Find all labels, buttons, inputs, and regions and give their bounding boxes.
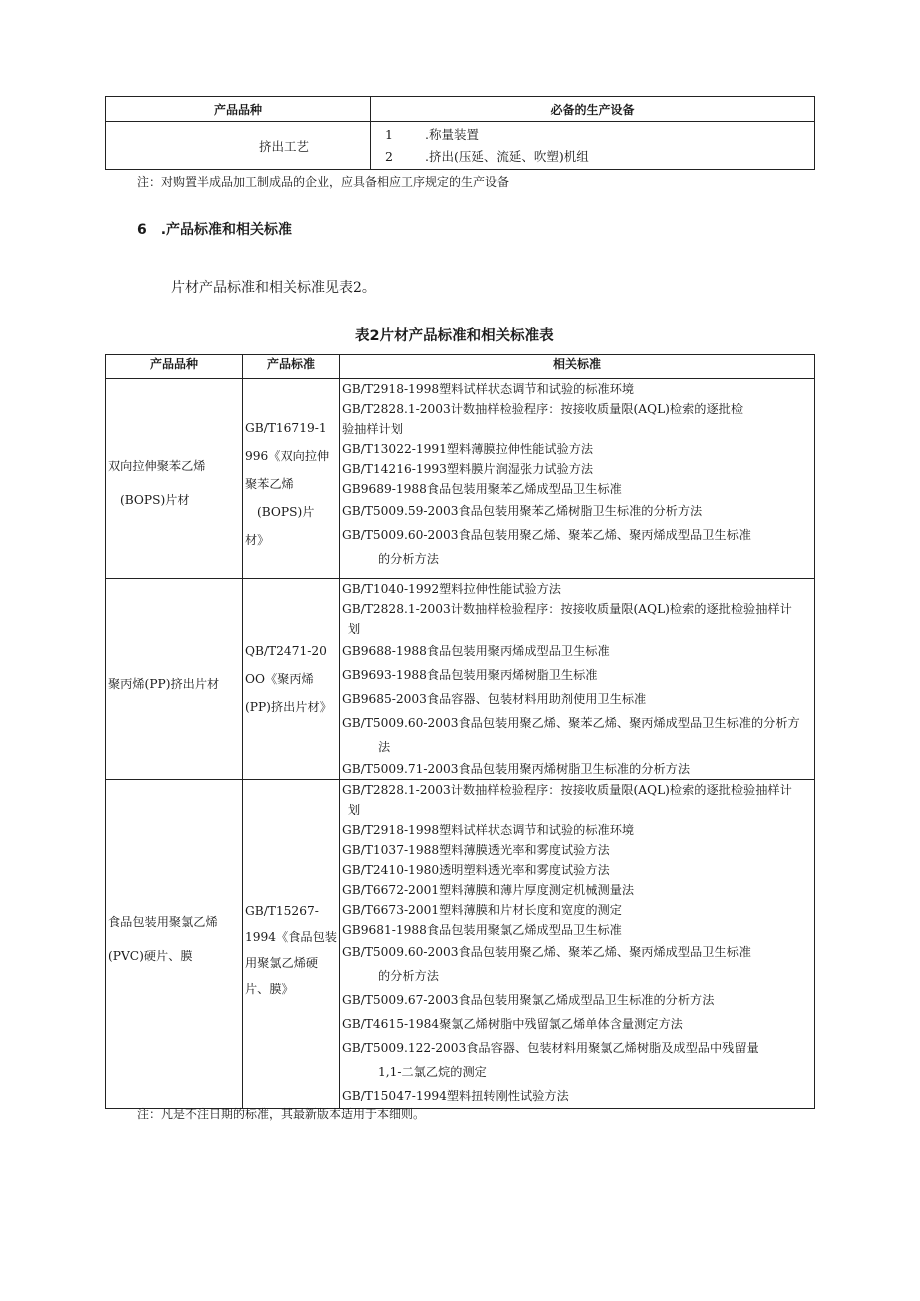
related-standards-cell: GB/T2918-1998塑料试样状态调节和试验的标准环境 GB/T2828.1-2003计数抽样检验程序：按接收质量限(AQL)检索的逐批检 验抽样计划 GB/T13022-1991塑料薄膜拉伸性能试验方法 GB/T14216-1993塑料膜片润湿张力试验方法 GB9689-1988食品包装用聚苯乙烯成型品卫生标准 GB/T5009.59-2003食品包装用聚苯乙烯树脂卫生标准的分析方法 GB/T5009.60-2003食品包装用聚乙烯、聚苯乙烯、聚丙烯成型品卫生标准 的分析方法 xyxy=(340,379,815,579)
equipment-item: 2 .挤出(压延、流延、吹塑)机组 xyxy=(385,148,589,164)
table1-note: 注：对购置半成品加工制成品的企业，应具备相应工序规定的生产设备 xyxy=(137,175,510,189)
equipment-item: 1 .称量装置 xyxy=(385,126,479,142)
table-row xyxy=(106,379,815,579)
table-row xyxy=(106,780,815,1109)
equipment-cell xyxy=(371,122,815,170)
header-product-variety: 产品品种 xyxy=(106,355,243,379)
product-standard-cell: QB/T2471-20 OO《聚丙烯 (PP)挤出片材》 xyxy=(243,579,340,780)
standards-table xyxy=(105,354,815,1109)
process-cell xyxy=(106,122,371,170)
header-product-variety: 产品品种 xyxy=(106,97,371,122)
table2-caption: 表2片材产品标准和相关标准表 xyxy=(355,328,554,344)
header-product-standard: 产品标准 xyxy=(243,355,340,379)
intro-paragraph: 片材产品标准和相关标准见表2。 xyxy=(171,280,376,296)
section-heading: 6 .产品标准和相关标准 xyxy=(137,222,293,238)
table2-note: 注：凡是不注日期的标准，其最新版本适用于本细则。 xyxy=(137,1107,426,1121)
related-standards-cell: GB/T2828.1-2003计数抽样检验程序：按接收质量限(AQL)检索的逐批检验抽样计 划 GB/T2918-1998塑料试样状态调节和试验的标准环境 GB/T1037-1988塑料薄膜透光率和雾度试验方法 GB/T2410-1980透明塑料透光率和雾度试验方法 GB/T6672-2001塑料薄膜和薄片厚度测定机械测量法 GB/T6673-2001塑料薄膜和片材长度和宽度的测定 GB9681-1988食品包装用聚氯乙烯成型品卫生标准 GB/T5009.60-2003食品包装用聚乙烯、聚苯乙烯、聚丙烯成型品卫生标准 的分析方法 GB/T5009.67-2003食品包装用聚氯乙烯成型品卫生标准的分析方法 GB/T4615-1984聚氯乙烯树脂中残留氯乙烯单体含量测定方法 GB/T5009.122-2003食品容器、包装材料用聚氯乙烯树脂及成型品中残留量 1,1-二氯乙烷的测定 GB/T15047-1994塑料扭转刚性试验方法 xyxy=(340,780,815,1109)
variety-cell: 双向拉伸聚苯乙烯 (BOPS)片材 xyxy=(106,379,243,579)
table-row xyxy=(106,579,815,780)
equipment-table xyxy=(105,96,815,170)
variety-cell: 食品包装用聚氯乙烯 (PVC)硬片、膜 xyxy=(106,780,243,1109)
related-standards-cell: GB/T1040-1992塑料拉伸性能试验方法 GB/T2828.1-2003计数抽样检验程序：按接收质量限(AQL)检索的逐批检验抽样计 划 GB9688-1988食品包装用聚丙烯成型品卫生标准 GB9693-1988食品包装用聚丙烯树脂卫生标准 GB9685-2003食品容器、包装材料用助剂使用卫生标准 GB/T5009.60-2003食品包装用聚乙烯、聚苯乙烯、聚丙烯成型品卫生标准的分析方 法 GB/T5009.71-2003食品包装用聚丙烯树脂卫生标准的分析方法 xyxy=(340,579,815,780)
process-label: 挤出工艺 xyxy=(259,138,310,154)
header-required-equipment: 必备的生产设备 xyxy=(371,97,815,122)
variety-cell: 聚丙烯(PP)挤出片材 xyxy=(106,579,243,780)
product-standard-cell: GB/T15267- 1994《食品包装 用聚氯乙烯硬 片、膜》 xyxy=(243,780,340,1109)
header-related-standards: 相关标准 xyxy=(340,355,815,379)
product-standard-cell: GB/T16719-1 996《双向拉伸 聚苯乙烯 (BOPS)片 材》 xyxy=(243,379,340,579)
